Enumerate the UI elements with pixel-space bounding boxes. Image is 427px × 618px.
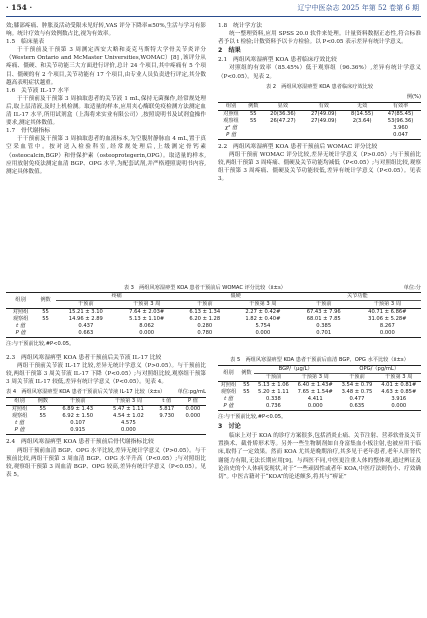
paragraph-1-7: 于干预前及干预第 3 周抽取患者的血液标本,为空腹肘静脉血 4 mL,置于真空采血管中。按对送入检验科室,经常规处理后,上级测定骨钙素（osteocalcin,BGP）和骨保护素（osteoprotegerin,OPG）。取适量的样本,应用放射免疫法测定血清 BGP、OPG 水平,为配套试剂,并严格遵照说明书内容,测定具体数值。 <box>6 136 206 175</box>
table2-caption: 表 2 两组风寒湿痹型 KOA 患者临床疗效比较 <box>265 83 374 90</box>
heading-3: 3 讨论 <box>218 423 241 431</box>
table4-unit: 单位:pg/mL <box>177 389 206 396</box>
table-row: 对照组 55 6.89 ± 1.43 5.47 ± 1.11 5.817 0.000 <box>11 406 201 413</box>
table5-note: 注:与干预前比较,#P<0.05。 <box>218 414 287 421</box>
paragraph-efficacy: 效;膝部疼痛、肿胀及活动受限未见好转,VAS 评分下降率≤50%,生活与学习有影响。统计疗效与有效例数占比,视为有效率。 <box>6 23 206 38</box>
table-subheader-row: 干预前 干预第 3 周 干预前 干预第 3 周 <box>218 374 421 382</box>
table-header-row: 组别 例数 BGP/（μg/L） OPG/（pg/mL） <box>218 366 421 374</box>
left-column <box>6 22 206 176</box>
table3-caption: 表 3 两组风寒湿痹型 KOA 患者干预前后 WOMAC 评分比较（x̄±s） 单位:分 <box>123 285 421 291</box>
heading-1-5: 1.5 临床量表 <box>6 39 45 46</box>
paragraph-1-5: 于干预前及干预第 3 周测定西安大略和麦克马斯特大学骨关节炎评分（Western Ontario and McMaster Universities,WOMAC）[8] ,该评分从疼痛、僵硬、和关节功能三大方面进行评价,总计 24 个项目,其中疼痛有 5 个项目、僵硬的有 2 个项目,关节功能有 17 个项目,由专业人员负责进行评定,其分数越高表明症状越重。 <box>6 47 206 86</box>
table-row: t 值 0.437 8.062 0.280 5.754 0.385 8.267 <box>16 323 395 329</box>
table-row: P 值 0.736 0.000 0.635 0.000 <box>218 403 421 411</box>
paragraph-2-4: 两组干预前血清 BGP、OPG 水平比较,差异无统计学意义（P>0.05）。与干预前比较,两组干预第 3 周血清 BGP、OPG 水平升高（P<0.05）;与对照组比较,观察组干预第 3 周血清 BGP、OPG 较高,差异有统计学意义（P<0.05）。见表 5。 <box>6 447 206 478</box>
table2-unit: 例(%) <box>406 93 421 100</box>
heading-2-2: 2.2 两组风寒湿痹型 KOA 患者干预前后 WOMAC 评分比较 <box>218 143 378 150</box>
paragraph-2-2: 两组干预前 WOMAC 评分比较,差异无统计学意义（P>0.05）;与干预前比较,两组干预第 3 周疼痛、僵硬及关节功能均减低（P<0.05）;与对照组比较,观察组干预第 3 周疼痛、僵硬及关节功能较低,差异有统计学意义（P<0.05）。见表 3。 <box>218 151 421 183</box>
table-row: χ² 值 3.960 <box>225 124 408 131</box>
heading-1-7: 1.7 骨代谢指标 <box>6 128 51 135</box>
heading-2: 2 结果 <box>218 47 241 55</box>
heading-1-6: 1.6 关节液 IL-17 水平 <box>6 87 70 94</box>
heading-2-3: 2.3 两组风寒湿痹型 KOA 患者干预前后关节液 IL-17 比较 <box>6 355 162 361</box>
heading-2-1: 2.1 两组风寒湿痹型 KOA 患者临床疗效比较 <box>218 57 337 64</box>
table-row: 对照组 55 5.13 ± 1.06 6.40 ± 1.43# 3.54 ± 0.79 4.01 ± 0.81# <box>220 382 417 389</box>
table5 <box>218 365 421 411</box>
heading-1-8: 1.8 统计学方法 <box>218 23 263 29</box>
table3-note: 注:与干预前比较,#P<0.05。 <box>6 341 75 347</box>
left-column-lower <box>6 354 206 479</box>
paragraph-1-6: 于干预前及干预第 3 周抽取患者的关节液 1 mL,保持无菌操作,经常规处理后,取上层清液,及时上机检测。取适量的样本,应用夹心酶联免疫检测方法测定血清 IL-17 水平,所用试剂盒（上海将来实业有限公司）,按照说明书及试剂盒操作要求,测定其体数值。 <box>6 95 206 127</box>
table-row: 观察组 55 6.92 ± 1.50 4.54 ± 1.02 9.730 0.000 <box>11 413 201 420</box>
table-row: 观察组 55 26(47.27) 27(49.09) 2(3.64) 53(96.36) <box>223 117 414 124</box>
table3-unit: 单位:分 <box>403 285 421 291</box>
table3-block <box>6 282 421 348</box>
table-row: P 值 0.663 0.000 0.780 0.000 0.701 0.000 <box>6 330 421 338</box>
paragraph-2-1: 对照组的有效率（85.45%）低于观察组（96.36%）,差异有统计学意义（P<0.05）。见表 2。 <box>218 65 421 80</box>
table2 <box>218 102 421 140</box>
running-header <box>0 0 427 18</box>
table4 <box>6 397 206 435</box>
table5-caption: 表 5 两组风寒湿痹型 KOA 患者干预前后血清 BGP、OPG 水平比较（x̄±s） <box>230 357 409 363</box>
paragraph-2-3: 两组干预前关节液 IL-17 比较,差异无统计学意义（P>0.05）。与干预前比较,两组干预第 3 周关节液 IL-17 下降（P<0.05）;与对照组比较,观察组干预第 3 周关节液 IL-17 较低,差异有统计学意义（P<0.05）。见表 4。 <box>6 363 206 386</box>
journal-title: 辽宁中医杂志 2025 年第 52 卷第 6 期 <box>297 4 419 12</box>
table-header-row: 组别 例数 干预前 干预第 3 周 t 值 P 值 <box>6 398 206 406</box>
right-column <box>218 22 421 183</box>
table-row: 对照组 55 15.21 ± 3.10 7.64 ± 2.03# 6.13 ± 1.34 2.27 ± 0.42# 67.43 ± 7.96 40.71 ± 6.86# <box>12 309 407 315</box>
table-header-row: 组别 例数 疼痛 僵硬 关节功能 <box>6 293 421 301</box>
table-row: P 值 0.047 <box>218 132 421 140</box>
table-header-row: 组别 例数 显效 有效 无效 有效率 <box>218 102 421 110</box>
page-number: · 154 · <box>6 3 33 12</box>
table-row: 观察组 55 14.96 ± 2.89 5.13 ± 1.10# 6.20 ± 1.28 1.82 ± 0.40# 68.01 ± 7.85 31.06 ± 5.28# <box>12 316 407 322</box>
heading-2-4: 2.4 两组风寒湿痹型 KOA 患者干预前后骨代谢指标比较 <box>6 439 154 446</box>
table3 <box>6 292 421 338</box>
table-row: 观察组 55 5.20 ± 1.11 7.65 ± 1.54# 3.48 ± 0.75 4.63 ± 0.85# <box>220 389 417 396</box>
header-rule <box>6 16 421 17</box>
table-row: 对照组 55 20(36.36) 27(49.09) 8(14.55) 47(85.45) <box>223 110 414 117</box>
table-subheader-row: 干预前 干预第 3 周 干预前 干预第 3 周 干预前 干预第 3 周 <box>6 301 421 309</box>
table-row: t 值 0.338 4.411 0.477 3.916 <box>224 396 407 403</box>
table4-caption: 表 4 两组风寒湿痹型 KOA 患者干预前后关节液 IL-17 比较（x̄±s） 单位:pg/mL <box>6 389 206 396</box>
paragraph-3: 临床上对于 KOA 的诊疗方案很多,包括消炎止痛、关节注射、营养软骨及关节置换术、截骨矫形术等。另外一些生物制剂如自身富集血小板注射,也被应用于临床,取得了一定效果。然而 KOA 尤其是晚期治疗,其多见于老年患者,老年人肝肾代谢能力有限,无法长期应用[9]。与西医不同,中医更注重人体的整体观,通过辨证及论治史的个人体病变现状,对于“一些顽固性或者年 KOA,中医疗法则伤小、疗效确切”。中医古籍对于“KOA”的论述颇多,将其与“痹证” <box>218 433 421 480</box>
paragraph-1-8: 统一整理资料,应用 SPSS 20.0 软件来处理。计量资料数据正态性,符合标准者予以 t 检验;计数资料予以卡方检验。以 P<0.05 表示差异有统计学意义。 <box>218 31 421 46</box>
right-column-lower <box>218 354 421 481</box>
table-row: t 值 0.107 4.575 <box>15 420 136 427</box>
table-row: P 值 0.915 0.000 <box>6 427 206 435</box>
